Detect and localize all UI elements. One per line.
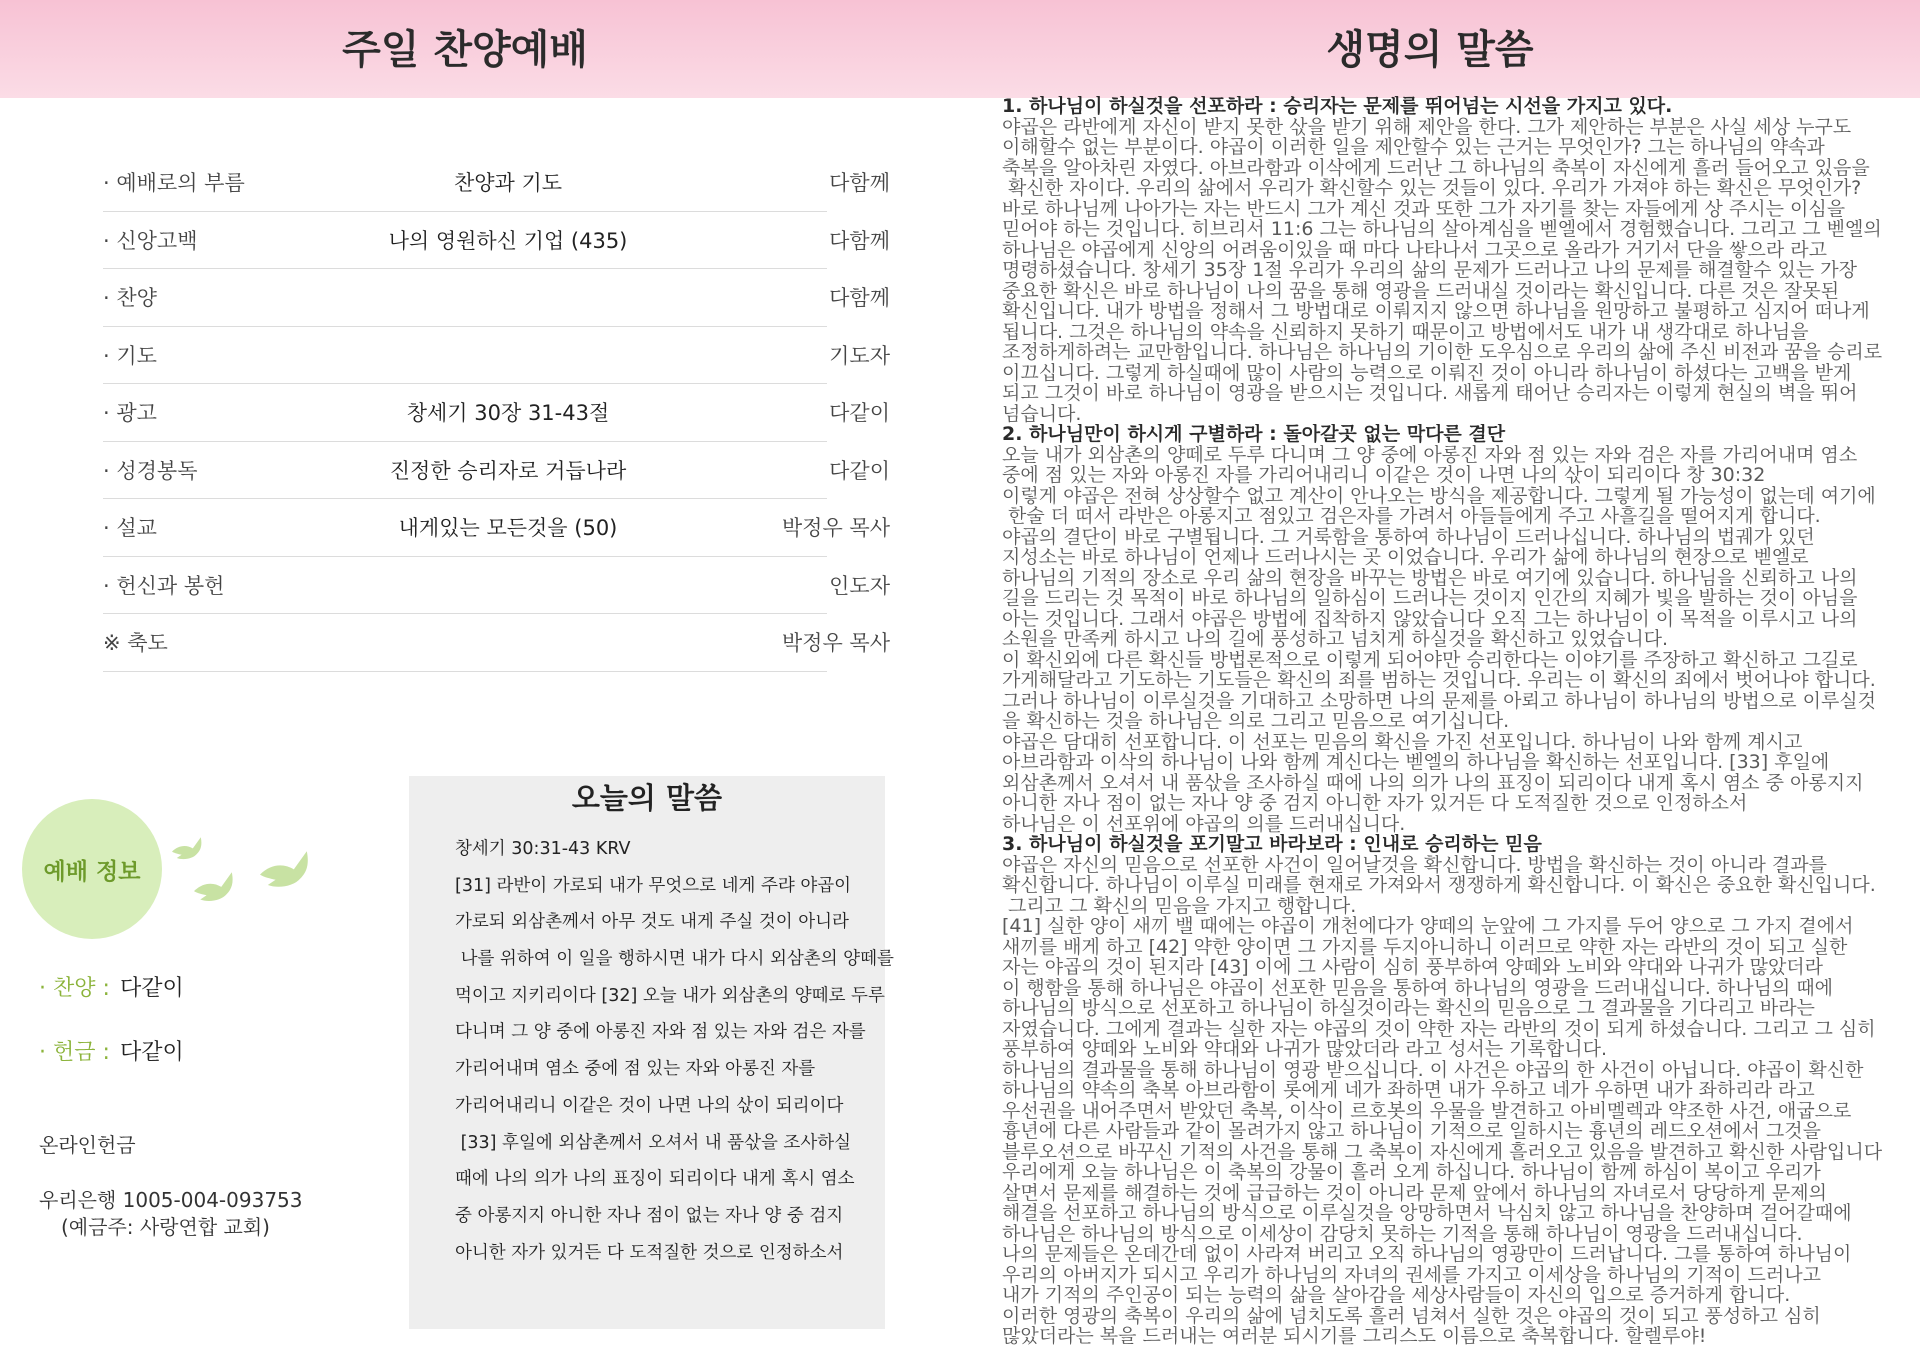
scripture-line: 다니며 그 양 중에 아롱진 자와 점 있는 자와 검은 자를 <box>455 1022 866 1043</box>
sermon-line: 을 확신하는 것을 하나님은 의로 그리고 믿음으로 여기십니다. <box>1002 711 1510 732</box>
sermon-line: 확신합니다. 하나님이 이루실 미래를 현재로 가져와서 쟁쟁하게 확신합니다. 이 확신은 중요한 확신입니다. <box>1002 875 1876 896</box>
sermon-line: 풍부하여 양떼와 노비와 약대와 나귀가 많았더라 라고 성서는 기록합니다. <box>1002 1039 1607 1060</box>
order-row <box>103 443 890 501</box>
scripture-text <box>455 831 895 1271</box>
sermon-line: 야곱의 결단이 바로 구별됩니다. 그 거룩함을 통하여 하나님이 드러나십니다. 하나님의 법궤가 있던 <box>1002 526 1815 547</box>
order-item: · 광고 <box>103 401 157 425</box>
sermon-line: 되고 그것이 바로 하나님이 영광을 받으시는 것입니다. 새롭게 태어난 승리자는 이렇게 현실의 벽을 뛰어 <box>1002 383 1858 404</box>
scripture-line: 아니한 자가 있거든 다 도적질한 것으로 인정하소서 <box>455 1242 844 1263</box>
sermon-line: 해결을 선포하고 하나님의 방식으로 이루실것을 앙망하면서 낙심치 않고 하나님을 찬양하며 걸어갈때에 <box>1002 1203 1852 1224</box>
row-divider <box>103 383 827 384</box>
sermon-line: 하나님은 이 선포위에 야곱의 의를 드러내십니다. <box>1002 813 1406 834</box>
sermon-line: 지성소는 바로 하나님이 언제나 드러나시는 곳 이었습니다. 우리가 삶에 하나님의 현장으로 벧엘로 <box>1002 547 1809 568</box>
sermon-line: 이 행함을 통해 하나님은 야곱이 선포한 믿음을 통하여 하나님의 영광을 드러내십니다. 하나님의 때에 <box>1002 977 1834 998</box>
sermon-line: 믿어야 하는 것입니다. 히브리서 11:6 그는 하나님의 살아계심을 벧엘에서 경험했습니다. 그리고 그 벧엘의 <box>1002 219 1882 240</box>
order-content: 창세기 30장 31-43절 <box>406 401 610 425</box>
sermon-line: 그리고 그 확신의 믿음을 가지고 행합니다. <box>1002 895 1357 916</box>
order-item: · 예배로의 부름 <box>103 171 245 195</box>
sermon-line: 명령하셨습니다. 창세기 35장 1절 우리가 우리의 삶의 문제가 드러나고 나의 문제를 해결할수 있는 가장 <box>1002 260 1857 281</box>
scripture-line: 가로되 외삼촌께서 아무 것도 내게 주실 것이 아니라 <box>455 912 849 933</box>
sermon-line: 블루오션으로 바꾸신 기적의 사건을 통해 그 축복이 자신에게 흘러오고 있음을 발견하고 확신한 사람입니다 <box>1002 1141 1883 1162</box>
order-leader: 다같이 <box>829 401 890 425</box>
sermon-line: 하나님의 방식으로 선포하고 하나님이 하실것이라는 확신의 믿음으로 그 결과물을 기다리고 바라는 <box>1002 998 1815 1019</box>
order-row <box>103 155 890 213</box>
sermon-line: 이러한 영광의 축복이 우리의 삶에 넘치도록 흘러 넘쳐서 실한 것은 야곱의 것이 되고 풍성하고 심히 <box>1002 1305 1821 1326</box>
order-row <box>103 615 890 673</box>
order-row <box>103 213 890 271</box>
order-leader: 박정우 목사 <box>781 631 890 655</box>
order-content: 내게있는 모든것을 (50) <box>398 516 618 540</box>
order-leader: 다함께 <box>829 171 890 195</box>
sermon-line: 한술 더 떠서 라반은 아롱지고 점있고 검은자를 가려서 아들들에게 주고 사흘길을 떨어지게 합니다. <box>1002 506 1821 527</box>
sermon-line: 오늘 내가 외삼촌의 양떼로 두루 다니며 그 양 중에 아롱진 자와 점 있는 자와 검은 자를 가리어내며 염소 <box>1002 444 1858 465</box>
sermon-line: 내가 기적의 주인공이 되는 능력의 삶을 살아감을 세상사람들이 자신의 입으로 증거하게 합니다. <box>1002 1285 1791 1306</box>
order-leader: 기도자 <box>829 343 890 368</box>
sermon-line: 새끼를 배게 하고 [42] 약한 양이면 그 가지를 두지아니하니 이러므로 약한 자는 라반의 것이 되고 실한 <box>1002 936 1848 957</box>
sermon-line: 이끄십니다. 그렇게 하실때에 많이 사람의 능력으로 이뤄진 것이 아니라 하나님이 하셨다는 고백을 받게 <box>1002 362 1852 383</box>
row-divider <box>103 613 827 614</box>
scripture-line: 먹이고 지키리이다 [32] 오늘 내가 외삼촌의 양떼로 두루 <box>455 985 885 1006</box>
order-row <box>103 558 890 616</box>
sermon-line: 넘습니다. <box>1002 403 1082 424</box>
sermon-line: 확신한 자이다. 우리의 삶에서 우리가 확신할수 있는 것들이 있다. 우리가 가져야 하는 확신은 무엇인가? <box>1002 178 1862 199</box>
order-leader: 다함께 <box>829 228 890 253</box>
order-item: · 성경봉독 <box>103 458 198 483</box>
order-item: · 찬양 <box>103 286 157 310</box>
dove-icon <box>194 872 233 901</box>
doves-decoration <box>168 828 328 918</box>
order-row <box>103 385 890 443</box>
praise-label: · 찬양 : <box>39 976 110 1001</box>
sermon-heading: 2. 하나님만이 하시게 구별하라 : 돌아갈곳 없는 막다른 결단 <box>1002 424 1506 445</box>
sermon-line: 축복을 알아차린 자였다. 아브라함과 이삭에게 드러난 그 하나님의 축복이 자신에게 흘러 들어오고 있음을 <box>1002 157 1870 178</box>
sermon-line: 우선권을 내어주면서 받았던 축복, 이삭이 르호봇의 우물을 발견하고 아비멜렉과 약조한 사건, 애굽으로 <box>1002 1100 1852 1121</box>
sermon-line: 소원을 만족케 하시고 나의 길에 풍성하고 넘치게 하실것을 확신하고 있었습니다. <box>1002 629 1669 650</box>
sermon-line: 아니한 자나 점이 없는 자나 양 중 검지 아니한 자가 있거든 다 도적질한 것으로 인정하소서 <box>1002 793 1748 814</box>
sermon-line: 됩니다. 그것은 하나님의 약속을 신뢰하지 못하기 때문이고 방법에서도 내가 내 생각대로 하나님을 <box>1002 321 1809 342</box>
sermon-line: 살면서 문제를 해결하는 것에 급급하는 것이 아니라 문제 앞에서 하나님의 자녀로서 당당하게 문제의 <box>1002 1182 1827 1203</box>
order-content: 나의 영원하신 기업 (435) <box>388 228 628 253</box>
order-row <box>103 270 890 328</box>
sermon-line: 야곱은 자신의 믿음으로 선포한 사건이 일어날것을 확신합니다. 방법을 확신하는 것이 아니라 결과를 <box>1002 854 1827 875</box>
sermon-line: 하나님은 야곱에게 신앙의 어려움이있을 때 마다 나타나서 그곳으로 올라가 거기서 단을 쌓으라 라고 <box>1002 239 1827 260</box>
order-item: · 헌신과 봉헌 <box>103 573 225 598</box>
row-divider <box>103 441 827 442</box>
scripture-line: 창세기 30:31-43 KRV <box>455 839 631 859</box>
order-item: ※ 축도 <box>103 631 168 655</box>
sermon-line: 이렇게 야곱은 전혀 상상할수 없고 계산이 안나오는 방식을 제공합니다. 그렇게 될 가능성이 없는데 여기에 <box>1002 485 1876 506</box>
dove-icon <box>260 851 308 887</box>
sermon-line: 흉년에 다른 사람들과 같이 몰려가지 않고 하나님이 기적으로 일하시는 흉년의 레드오션에서 그것을 <box>1002 1121 1821 1142</box>
sermon-line: 우리의 아버지가 되시고 우리가 하나님의 자녀의 권세를 가지고 이세상을 하나님의 기적이 드러나고 <box>1002 1264 1821 1285</box>
order-item: · 기도 <box>103 343 157 368</box>
sermon-line: 아브라함과 이삭의 하나님이 나와 함께 계신다는 벧엘의 하나님을 확신하는 선포입니다. [33] 후일에 <box>1002 752 1830 773</box>
sermon-line: 중에 점 있는 자와 아롱진 자를 가리어내리니 이같은 것이 나면 나의 삯이 되리이다 창 30:32 <box>1002 465 1766 486</box>
sermon-line: 이해할수 없는 부분이다. 야곱이 이러한 일을 제안할수 있는 근거는 무엇인가? 그는 하나님의 약속과 <box>1002 137 1825 158</box>
bank-account: 우리은행 1005-004-093753 <box>39 1188 303 1212</box>
row-divider <box>103 671 827 672</box>
sermon-line: 하나님의 약속의 축복 아브라함이 롯에게 네가 좌하면 내가 우하고 네가 우하면 내가 좌하리라 라고 <box>1002 1080 1815 1101</box>
sermon-line: 중요한 확신은 바로 하나님이 나의 꿈을 통해 영광을 드러내실 것이라는 확신입니다. 다른 것은 잘못된 <box>1002 280 1840 301</box>
sermon-line: 자는 야곱의 것이 된지라 [43] 이에 그 사람이 심히 풍부하여 양떼와 노비와 약대와 나귀가 많았더라 <box>1002 957 1824 978</box>
sermon-line: 외삼촌께서 오셔서 내 품삯을 조사하실 때에 나의 의가 나의 표징이 되리이다 내게 혹시 염소 중 아롱지지 <box>1002 772 1864 793</box>
order-item: · 신앙고백 <box>103 228 198 253</box>
offering-label: · 헌금 : <box>39 1040 110 1065</box>
sermon-line: 조정하게하려는 교만함입니다. 하나님은 하나님의 기이한 도우심으로 우리의 삶에 주신 비전과 꿈을 승리로 <box>1002 342 1883 363</box>
sermon-line: 많았더라는 복을 드러내는 여러분 되시기를 그리스도 이름으로 축복합니다. 할렐루야! <box>1002 1326 1707 1347</box>
order-content: 진정한 승리자로 거듭나라 <box>389 458 627 483</box>
order-leader: 박정우 목사 <box>781 516 890 540</box>
order-leader: 다함께 <box>829 286 890 310</box>
dove-icon <box>172 837 201 859</box>
account-holder: (예금주: 사랑연합 교회) <box>61 1215 270 1239</box>
row-divider <box>103 268 827 269</box>
sermon-line: 바로 하나님께 나아가는 자는 반드시 그가 계신 것과 또한 그가 자기를 찾는 자들에게 상 주시는 이심을 <box>1002 198 1846 219</box>
scripture-line: 중 아롱지지 아니한 자나 점이 없는 자나 양 중 검지 <box>455 1205 844 1226</box>
sermon-line: 가게해달라고 기도하는 기도들은 확신의 죄를 범하는 것입니다. 우리는 이 확신의 죄에서 벗어나야 합니다. <box>1002 670 1876 691</box>
sermon-line: 하나님의 기적의 장소로 우리 삶의 현장을 바꾸는 방법은 바로 여기에 있습니다. 하나님을 신뢰하고 나의 <box>1002 567 1858 588</box>
sermon-text <box>1002 96 1916 1351</box>
row-divider <box>103 326 827 327</box>
sermon-line: 이 확신외에 다른 확신들 방법론적으로 이렇게 되어야만 승리한다는 이야기를 주장하고 확신하고 그길로 <box>1002 649 1858 670</box>
sermon-line: 야곱은 라반에게 자신이 받지 못한 삯을 받기 위해 제안을 한다. 그가 제안하는 부분은 사실 세상 누구도 <box>1002 116 1852 137</box>
order-item: · 설교 <box>103 516 157 540</box>
row-divider <box>103 556 827 557</box>
online-offering-title: 온라인헌금 <box>39 1133 136 1157</box>
sermon-line: 길을 드리는 것 목적이 바로 하나님의 일하심이 드러나는 것이지 인간의 지혜가 빛을 발하는 것이 아님을 <box>1002 588 1858 609</box>
order-content: 찬양과 기도 <box>453 171 563 195</box>
sermon-title: 생명의 말씀 <box>1326 27 1534 73</box>
order-leader: 인도자 <box>829 573 890 598</box>
scripture-line: 나를 위하여 이 일을 행하시면 내가 다시 외삼촌의 양떼를 <box>455 949 894 970</box>
scripture-line: 가리어내리니 이같은 것이 나면 나의 삯이 되리이다 <box>455 1095 844 1116</box>
row-divider <box>103 211 827 212</box>
offering-value: 다같이 <box>120 1040 184 1065</box>
sermon-line: 나의 문제들은 온데간데 없이 사라져 버리고 오직 하나님의 영광만이 드러납니다. 그를 통하여 하나님이 <box>1002 1244 1852 1265</box>
order-row <box>103 328 890 386</box>
scripture-line: 가리어내며 염소 중에 점 있는 자와 아롱진 자를 <box>455 1059 816 1080</box>
scripture-line: [31] 라반이 가로되 내가 무엇으로 네게 주랴 야곱이 <box>455 875 852 896</box>
sermon-line: 우리에게 오늘 하나님은 이 축복의 강물이 흘러 오게 하십니다. 하나님이 함께 하심이 복이고 우리가 <box>1002 1162 1821 1183</box>
praise-info <box>39 974 339 1004</box>
sermon-line: 그러나 하나님이 이루실것을 기대하고 소망하면 나의 문제를 아뢰고 하나님이 하나님의 방법으로 이루실것 <box>1002 690 1877 711</box>
scripture-line: 때에 나의 의가 나의 표징이 되리이다 내게 혹시 염소 <box>455 1169 855 1190</box>
sermon-heading: 1. 하나님이 하실것을 선포하라 : 승리자는 문제를 뛰어넘는 시선을 가지고 있다. <box>1002 96 1673 117</box>
order-of-worship <box>103 155 890 673</box>
worship-info-label: 예배 정보 <box>43 858 141 885</box>
order-leader: 다같이 <box>829 458 890 483</box>
sermon-line: 자였습니다. 그에게 결과는 실한 자는 야곱의 것이 약한 자는 라반의 것이 되게 하셨습니다. 그리고 그 심히 <box>1002 1018 1876 1039</box>
praise-value: 다같이 <box>120 976 184 1001</box>
row-divider <box>103 498 827 499</box>
offering-info <box>39 1038 339 1068</box>
sermon-line: 확신입니다. 내가 방법을 정해서 그 방법대로 이뤄지지 않으면 하나님을 원망하고 불평하고 심지어 떠나게 <box>1002 301 1870 322</box>
worship-info-badge <box>22 799 162 939</box>
todays-word-box <box>409 776 894 1329</box>
sermon-heading: 3. 하나님이 하실것을 포기말고 바라보라 : 인내로 승리하는 믿음 <box>1002 834 1542 855</box>
sermon-line: 아는 것입니다. 그래서 야곱은 방법에 집착하지 않았습니다 오직 그는 하나님이 이 목적을 이루시고 나의 <box>1002 608 1858 629</box>
sermon-line: 하나님의 결과물을 통해 하나님이 영광 받으십니다. 이 사건은 야곱의 한 사건이 아닙니다. 야곱이 확신한 <box>1002 1059 1864 1080</box>
order-row <box>103 500 890 558</box>
scripture-line: [33] 후일에 외삼촌께서 오셔서 내 품삯을 조사하실 <box>455 1132 852 1153</box>
todays-word-title: 오늘의 말씀 <box>571 781 723 815</box>
sermon-line: [41] 실한 양이 새끼 밸 때에는 야곱이 개천에다가 양떼의 눈앞에 그 가지를 두어 양으로 그 가지 곁에서 <box>1002 916 1854 937</box>
sermon-line: 야곱은 담대히 선포합니다. 이 선포는 믿음의 확신을 가진 선포입니다. 하나님이 나와 함께 계시고 <box>1002 731 1803 752</box>
sermon-line: 하나님은 하나님의 방식으로 이세상이 감당치 못하는 기적을 통해 하나님이 영광을 드러내십니다. <box>1002 1223 1803 1244</box>
worship-title: 주일 찬양예배 <box>342 27 588 73</box>
